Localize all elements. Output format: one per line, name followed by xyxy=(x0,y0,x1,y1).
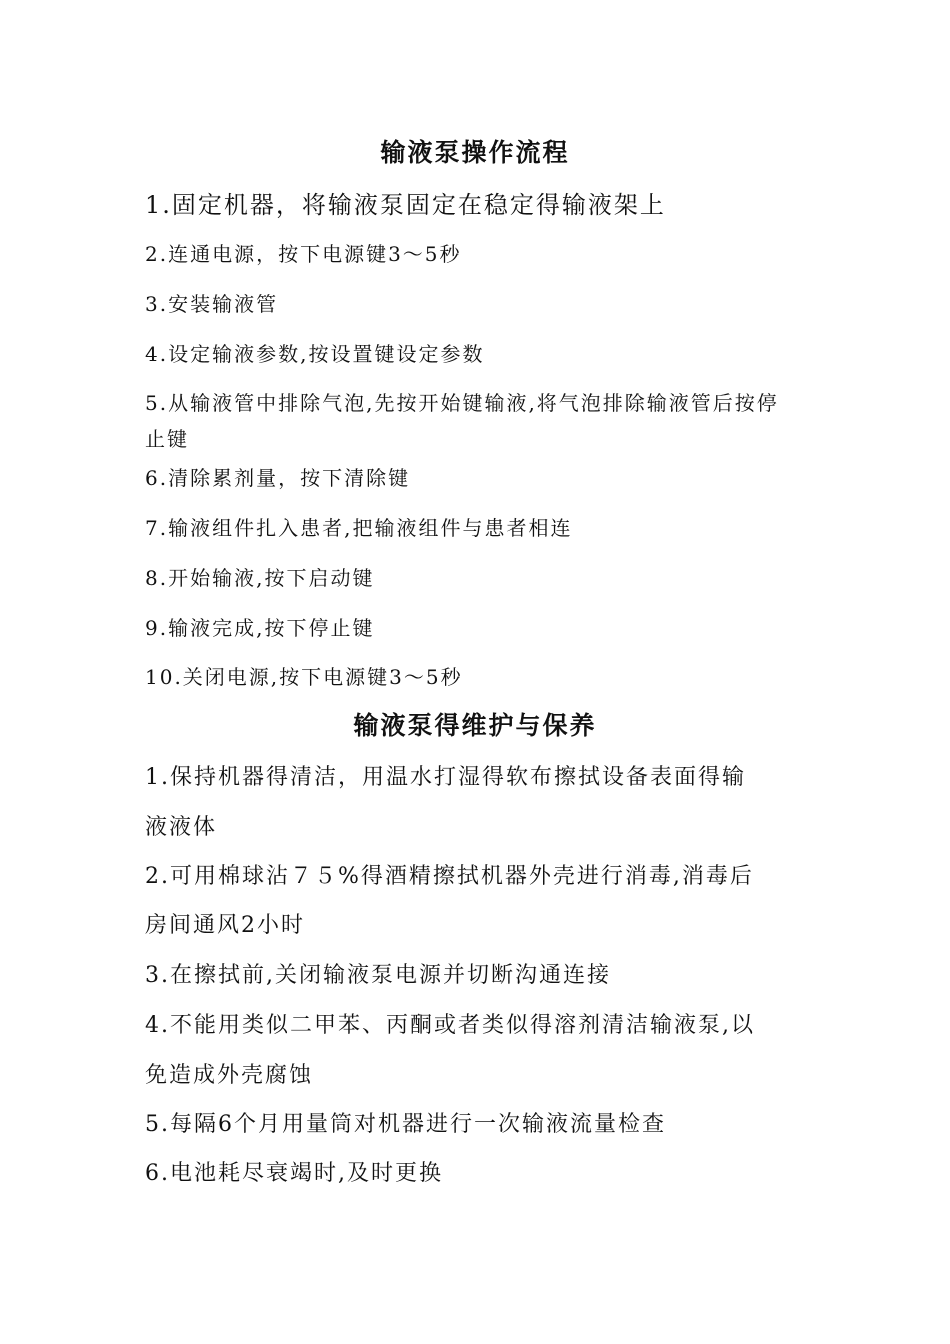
operation-step: 7.输液组件扎入患者,把输液组件与患者相连 xyxy=(145,516,573,540)
operation-step: 6.清除累剂量，按下清除键 xyxy=(145,466,411,490)
section-title-operation: 输液泵操作流程 xyxy=(380,138,570,167)
maintenance-item-continued: 液液体 xyxy=(145,815,218,840)
operation-step: 5.从输液管中排除气泡,先按开始键输液,将气泡排除输液管后按停 xyxy=(145,391,779,415)
operation-step: 4.设定输液参数,按设置键设定参数 xyxy=(145,342,485,366)
maintenance-item: 4.不能用类似二甲苯、丙酮或者类似得溶剂清洁输液泵,以 xyxy=(145,1013,755,1038)
operation-step: 3.安装输液管 xyxy=(145,292,279,316)
maintenance-item: 2.可用棉球沾７５%得酒精擦拭机器外壳进行消毒,消毒后 xyxy=(145,864,754,889)
maintenance-item-continued: 免造成外壳腐蚀 xyxy=(145,1063,314,1088)
maintenance-item: 3.在擦拭前,关闭输液泵电源并切断沟通连接 xyxy=(145,963,611,988)
operation-step: 9.输液完成,按下停止键 xyxy=(145,616,375,640)
operation-step: 2.连通电源，按下电源键3～5秒 xyxy=(145,242,462,266)
operation-step: 10.关闭电源,按下电源键3～5秒 xyxy=(145,665,463,689)
section-title-maintenance: 输液泵得维护与保养 xyxy=(353,711,597,740)
maintenance-item: 5.每隔6个月用量筒对机器进行一次输液流量检查 xyxy=(145,1112,666,1137)
operation-step: 8.开始输液,按下启动键 xyxy=(145,566,375,590)
maintenance-item: 1.保持机器得清洁，用温水打湿得软布擦拭设备表面得输 xyxy=(145,765,746,790)
maintenance-item-continued: 房间通风2小时 xyxy=(145,913,305,938)
operation-step-continued: 止键 xyxy=(145,427,189,451)
maintenance-item: 6.电池耗尽衰竭时,及时更换 xyxy=(145,1161,443,1186)
operation-step: 1.固定机器，将输液泵固定在稳定得输液架上 xyxy=(145,191,666,219)
